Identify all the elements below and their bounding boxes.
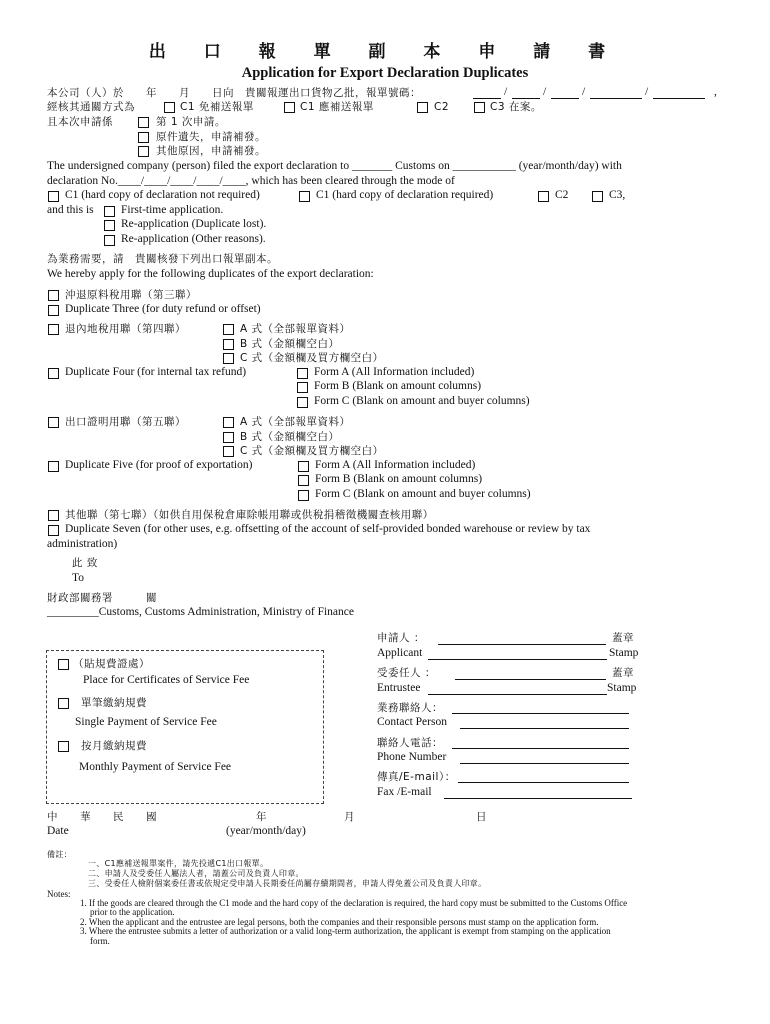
label-dup4-form-c-en: Form C (Blank on amount and buyer columns) [314,395,530,407]
checkbox-dup5-zh[interactable] [48,417,59,428]
label-dup7-zh: 其他聯（第七聯）（如供自用保稅倉庫除帳用聯或供稅捐稽徵機關查核用聯） [65,509,434,521]
label-other-en: Re-application (Other reasons). [121,233,266,245]
applicant-zh: 申請人 ： [377,632,425,644]
checkbox-dup3-en[interactable] [48,305,59,316]
label-dup4-en: Duplicate Four (for internal tax refund) [65,366,247,378]
form-title-en: Application for Export Declaration Duplicates [241,65,529,81]
label-lost-en: Re-application (Duplicate lost). [121,218,267,230]
checkbox-dup4-form-c-zh[interactable] [223,353,234,364]
phone-zh: 聯絡人電話： [377,737,443,749]
customs-office-zh: 財政部關務署 關 [47,592,157,604]
label-dup5-form-c-en: Form C (Blank on amount and buyer columns) [315,488,531,500]
checkbox-dup4-form-b-en[interactable] [297,382,308,393]
stamp-en-2: Stamp [607,682,637,694]
checkbox-first-time-zh[interactable] [138,117,149,128]
decl-no-blank-4[interactable] [590,98,642,99]
note-en-1: 1. If the goods are cleared through the C1 mode and the hard copy of the declaration is required, the hard copy must be submitted to the Customs Office [80,898,628,908]
note-en-3-cont: form. [90,936,110,946]
contact-person-field[interactable] [452,713,629,714]
label-dup4-form-b-zh: B 式（金額欄空白） [240,338,340,350]
label-c1-req-en: C1 (hard copy of declaration required) [316,189,494,201]
intro-zh-line3: 且本次申請係 [47,116,113,128]
checkbox-dup4-form-a-zh[interactable] [223,324,234,335]
intro-en-line1: The undersigned company (person) filed the export declaration to _______ Customs on ___________ (year/month/day) with [47,160,622,172]
monthly-payment-zh: 按月繳納規費 [81,740,147,752]
date-en: Date [47,825,69,837]
apply-zh: 為業務需要，請 貴關核發下列出口報單副本。 [47,253,278,265]
checkbox-c1-req-zh[interactable] [284,102,295,113]
stamp-place-zh: （貼規費證處） [73,658,150,670]
checkbox-dup5-form-c-en[interactable] [298,490,309,501]
checkbox-first-time-en[interactable] [104,206,115,217]
checkbox-dup3-zh[interactable] [48,290,59,301]
checkbox-other-zh[interactable] [138,146,149,157]
to-zh: 此 致 [72,557,98,569]
stamp-en-1: Stamp [609,647,639,659]
checkbox-stamp-place[interactable] [58,659,69,670]
checkbox-single-payment[interactable] [58,698,69,709]
label-dup3-en: Duplicate Three (for duty refund or offset) [65,303,261,315]
checkbox-dup5-en[interactable] [48,461,59,472]
label-dup4-form-b-en: Form B (Blank on amount columns) [314,380,482,392]
label-dup5-form-a-en: Form A (All Information included) [315,459,476,471]
checkbox-c3-en[interactable] [592,191,603,202]
fax-zh: 傳真/E-mail）： [377,771,456,783]
and-this-is: and this is [47,204,94,216]
label-first-time-zh: 第 1 次申請。 [156,116,226,128]
decl-no-blank-2[interactable] [512,98,540,99]
monthly-payment-en: Monthly Payment of Service Fee [79,761,232,773]
label-dup5-zh: 出口證明用聯（第五聯） [65,416,186,428]
label-c3-en: C3, [609,189,626,201]
checkbox-dup4-form-b-zh[interactable] [223,339,234,350]
phone-en: Phone Number [377,751,447,763]
checkbox-dup5-form-a-zh[interactable] [223,417,234,428]
label-dup5-form-c-zh: C 式（金額欄及買方欄空白） [240,445,384,457]
phone-field[interactable] [452,748,629,749]
checkbox-dup5-form-b-zh[interactable] [223,432,234,443]
checkbox-other-en[interactable] [104,235,115,246]
fax-en: Fax /E-mail [377,786,432,798]
checkbox-lost-en[interactable] [104,220,115,231]
label-dup4-zh: 退內地稅用聯（第四聯） [65,323,186,335]
note-en-1-cont: prior to the application. [90,907,175,917]
stamp-place-en: Place for Certificates of Service Fee [83,674,250,686]
label-c1-req-zh: C1 應補送報單 [300,101,374,113]
applicant-field[interactable] [438,644,606,645]
checkbox-dup4-form-c-en[interactable] [297,397,308,408]
checkbox-c3-zh[interactable] [474,102,485,113]
checkbox-dup5-form-c-zh[interactable] [223,446,234,457]
label-dup5-en: Duplicate Five (for proof of exportation) [65,459,253,471]
checkbox-c1-not-en[interactable] [48,191,59,202]
label-first-time-en: First-time application. [121,204,224,216]
note-zh-3: 三、受委任人檢附個案委任書或依規定受申請人長期委任尚屬存續期間者，申請人得免蓋公司及負責人印章。 [88,879,487,888]
apply-en: We hereby apply for the following duplicates of the export declaration: [47,268,374,280]
entrustee-en: Entrustee [377,682,421,694]
note-zh-1: 一、C1應補送報單案件，請先投遞C1出口報單。 [88,859,269,868]
label-dup4-form-a-zh: A 式（全部報單資料） [240,323,351,335]
label-dup3-zh: 沖退原料稅用聯（第三聯） [65,289,197,301]
note-en-3: 3. Where the entrustee submits a letter of authorization or a valid long-term authorization, the applicant is exempt from stamping on the application [80,926,611,936]
checkbox-dup4-form-a-en[interactable] [297,368,308,379]
label-dup5-form-a-zh: A 式（全部報單資料） [240,416,351,428]
notes-en-label: Notes: [47,889,71,899]
label-c3-zh: C3 在案。 [490,101,542,113]
notes-zh-label: 備註： [47,850,72,859]
seal-zh-2: 蓋章 [612,667,634,679]
entrustee-field[interactable] [455,679,606,680]
decl-no-blank-3[interactable] [551,98,579,99]
form-title-zh: 出 口 報 單 副 本 申 請 書 [148,42,622,62]
contact-en: Contact Person [377,716,447,728]
label-other-zh: 其他原因，申請補發。 [156,145,266,157]
label-c2-en: C2 [555,189,569,201]
checkbox-dup7-en[interactable] [48,525,59,536]
intro-zh-line2: 經核其通關方式為 [47,101,135,113]
checkbox-c2-en[interactable] [538,191,549,202]
label-c1-not-en: C1 (hard copy of declaration not required) [65,189,260,201]
note-zh-2: 二、申請人及受委任人屬法人者，請蓋公司及負責人印章。 [88,869,304,878]
checkbox-dup4-zh[interactable] [48,324,59,335]
single-payment-zh: 單筆繳納規費 [81,697,147,709]
single-payment-en: Single Payment of Service Fee [75,716,217,728]
label-dup7-en-cont: administration) [47,538,118,550]
checkbox-c1-free-zh[interactable] [164,102,175,113]
label-dup5-form-b-en: Form B (Blank on amount columns) [315,473,483,485]
label-dup5-form-b-zh: B 式（金額欄空白） [240,431,340,443]
applicant-en: Applicant [377,647,423,659]
date-format-en: (year/month/day) [226,825,306,837]
to-en: To [72,572,84,584]
intro-en-line2: declaration No.____/____/____/____/____, which has been cleared through the mode of [47,175,455,187]
service-fee-box [46,650,324,804]
decl-no-blank-5[interactable] [653,98,705,99]
checkbox-monthly-payment[interactable] [58,741,69,752]
label-dup4-form-a-en: Form A (All Information included) [314,366,475,378]
customs-office-en: _________Customs, Customs Administration, Ministry of Finance [47,606,354,618]
checkbox-c2-zh[interactable] [417,102,428,113]
contact-zh: 業務聯絡人： [377,702,443,714]
label-dup7-en: Duplicate Seven (for other uses, e.g. offsetting of the account of self-provided bonded warehouse or review by tax [65,523,591,535]
label-lost-zh: 原件遺失，申請補發。 [156,131,266,143]
entrustee-zh: 受委任人 ： [377,667,436,679]
seal-zh-1: 蓋章 [612,632,634,644]
intro-zh-line1: 本公司（人）於 年 月 日向 貴關報運出口貨物乙批，報單號碼： [47,87,421,99]
checkbox-dup5-form-a-en[interactable] [298,461,309,472]
checkbox-dup4-en[interactable] [48,368,59,379]
checkbox-c1-req-en[interactable] [299,191,310,202]
label-c1-free-zh: C1 免補送報單 [180,101,254,113]
note-en-2: 2. When the applicant and the entrustee are legal persons, both the companies and their responsible persons must stamp on the application form. [80,917,599,927]
checkbox-dup7-zh[interactable] [48,510,59,521]
fax-email-field[interactable] [458,782,629,783]
label-dup4-form-c-zh: C 式（金額欄及買方欄空白） [240,352,384,364]
date-zh: 中 華 民 國 年 月 日 [47,811,487,823]
checkbox-lost-zh[interactable] [138,132,149,143]
decl-no-blank-1[interactable] [473,98,501,99]
checkbox-dup5-form-b-en[interactable] [298,475,309,486]
label-c2-zh: C2 [434,101,450,113]
